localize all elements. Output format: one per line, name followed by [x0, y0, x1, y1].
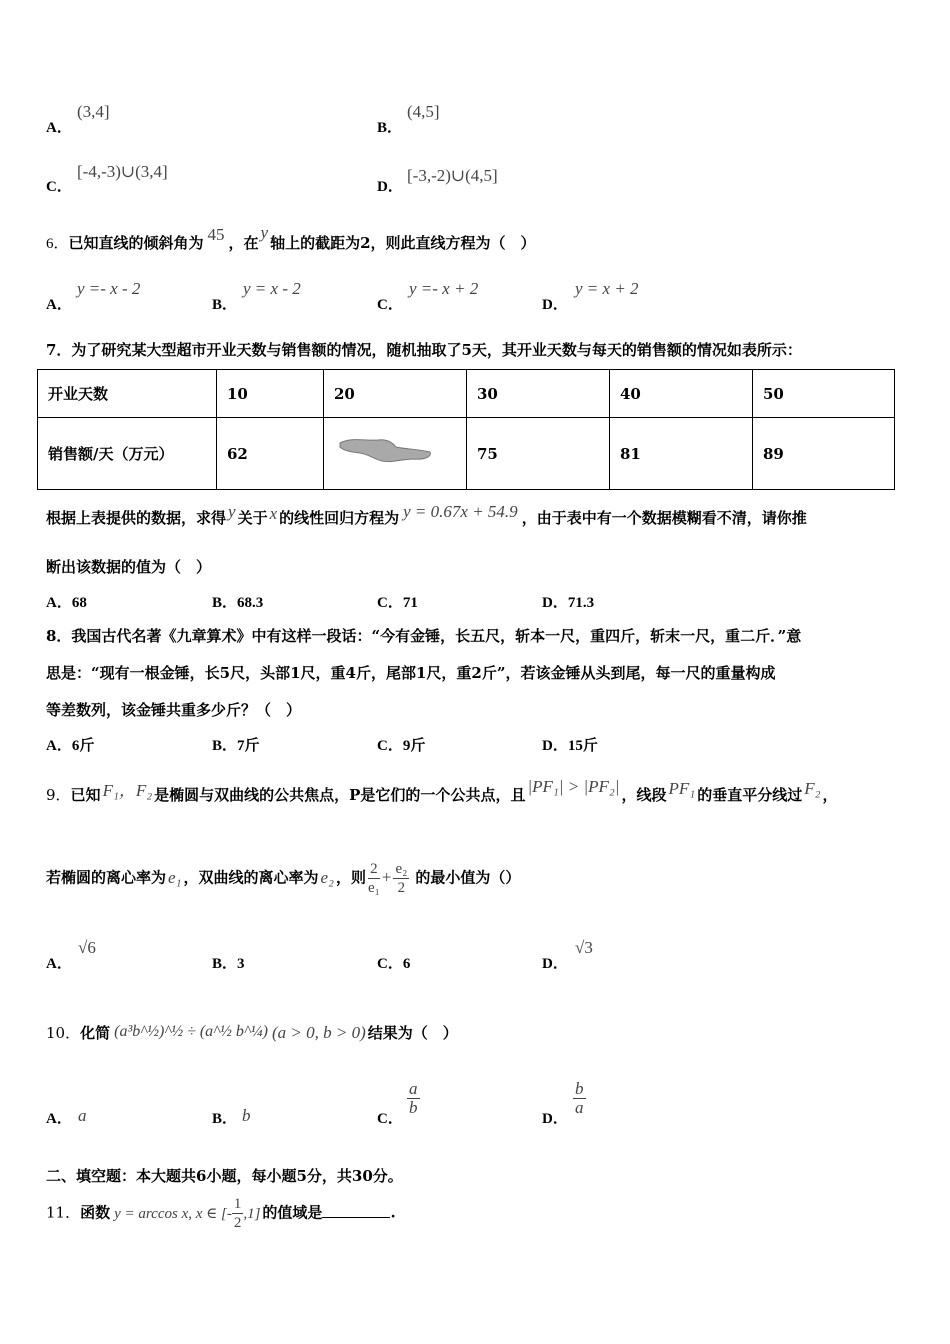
q8-option-a: A．6斤 [46, 738, 95, 754]
table-cell: 40 [610, 370, 753, 418]
q5-option-d-label: D． [377, 179, 403, 195]
q9-stem-line-2 [46, 860, 520, 897]
q6-option-c-label: C． [377, 297, 403, 313]
q8-option-c: C．9斤 [377, 738, 426, 754]
q10-condition: (a > 0, b > 0) [272, 1023, 366, 1042]
q9-segment: PF₁ [668, 779, 696, 798]
fraction-numerator: a [409, 1079, 418, 1098]
q10-option-c-label: C． [377, 1111, 403, 1127]
q9-option-c: C．6 [377, 956, 411, 972]
q6-option-b-value: y = x - 2 [243, 279, 301, 298]
q5-option-b-label: B． [377, 120, 403, 136]
q7-regression-line [46, 502, 807, 528]
q7-option-d: D．71.3 [542, 595, 595, 611]
q9-text-4: 的垂直平分线过 [697, 786, 803, 804]
q10-stem [46, 1022, 458, 1043]
q6-option-a-label: A． [46, 297, 72, 313]
fraction-numerator: b [575, 1079, 584, 1098]
q10-number: 10． [46, 1024, 81, 1042]
fraction-denominator: a [575, 1098, 584, 1117]
section-2-heading: 二、填空题：本大题共6小题，每小题5分，共30分。 [46, 1167, 403, 1185]
q7-question: 断出该数据的值为（ ） [46, 558, 212, 576]
q7-var-y: y [228, 502, 236, 521]
q11-text-2: 的值域是 [262, 1203, 323, 1222]
q7-data-table [37, 369, 895, 490]
table-row [38, 418, 895, 490]
fraction-numerator: 1 [233, 1196, 242, 1212]
q7-option-b: B．68.3 [212, 595, 264, 611]
table-cell: 75 [467, 418, 610, 490]
q6-text-3: 轴上的截距为2，则此直线方程为（ ） [270, 234, 536, 252]
q7-option-c: C．71 [377, 595, 418, 611]
table-cell: 20 [324, 370, 467, 418]
q9-foci: F₁，F₂ [102, 781, 153, 800]
table-cell: 62 [217, 418, 324, 490]
q9-fraction-2 [393, 860, 409, 897]
table-cell: 10 [217, 370, 324, 418]
q11-answer-blank[interactable] [322, 1217, 390, 1218]
table-cell: 30 [467, 370, 610, 418]
q9-condition: |PF₁| > |PF₂| [527, 777, 620, 796]
q9-option-d-value: √3 [575, 938, 593, 957]
q9-option-d-label: D． [542, 956, 568, 972]
q11-text-1: 函数 [80, 1203, 111, 1222]
q6-axis: y [260, 223, 269, 242]
q9-fraction-1 [368, 860, 380, 897]
q9-text-2: 是椭圆与双曲线的公共焦点，P是它们的一个公共点，且 [154, 786, 526, 804]
q9-plus: + [381, 867, 392, 887]
q10-option-d-label: D． [542, 1111, 568, 1127]
q10-option-b-label: B． [212, 1111, 238, 1127]
q8-line-2: 思是：“现有一根金锤，长5尺，头部1尺，重4斤，尾部1尺，重2斤”，若该金锤从头到尾，每一尺的重量构成 [46, 664, 776, 682]
table-row [38, 370, 895, 418]
q10-option-b-value: b [242, 1106, 251, 1125]
q7-stem: 7．为了研究某大型超市开业天数与销售额的情况，随机抽取了5天，其开业天数与每天的销售额的情况如表所示： [46, 341, 802, 359]
table-cell-blurred [324, 418, 467, 490]
fraction-denominator: 2 [233, 1215, 242, 1231]
fraction-denominator: b [409, 1098, 418, 1117]
q6-option-b-label: B． [212, 297, 238, 313]
q6-option-d-value: y = x + 2 [575, 279, 639, 298]
q7-option-a: A．68 [46, 595, 87, 611]
q9-text-5: ， [822, 786, 838, 804]
table-cell: 50 [753, 370, 895, 418]
q11-stem [46, 1195, 396, 1232]
q7-equation: y = 0.67x + 54.9 [403, 502, 518, 521]
q5-option-a-label: A． [46, 120, 72, 136]
q6-text-2: ，在 [228, 234, 259, 252]
q5-option-b-value: (4,5] [407, 102, 440, 121]
fraction-denominator: e₁ [367, 880, 380, 896]
q9-text-7: ，双曲线的离心率为 [183, 868, 319, 887]
q5-option-d-value: [-3,-2)∪(4,5] [407, 166, 498, 185]
q9-text-8: ，则 [335, 868, 366, 887]
q11-number: 11． [46, 1203, 81, 1222]
fraction-numerator: 2 [368, 860, 380, 879]
table-cell: 89 [753, 418, 895, 490]
q11-text-3: . [390, 1203, 396, 1222]
q9-e1: e₁ [168, 867, 182, 887]
table-cell: 开业天数 [38, 370, 217, 418]
q10-text-2: 结果为（ ） [367, 1024, 458, 1042]
q6-angle: 45 [207, 225, 225, 244]
fraction-denominator: 2 [397, 880, 406, 896]
q6-text-1: 已知直线的倾斜角为 [68, 234, 204, 252]
q9-e2: e₂ [320, 867, 334, 887]
fraction-numerator: e₂ [395, 861, 408, 877]
q6-option-d-label: D． [542, 297, 568, 313]
q6-stem [46, 223, 536, 253]
q9-option-a-value: √6 [78, 938, 96, 957]
q7-text-4: ，由于表中有一个数据模糊看不清，请你推 [521, 509, 807, 527]
q8-line-1: 8．我国古代名著《九章算术》中有这样一段话：“今有金锤，长五尺，斩本一尺，重四斤，斩末一尺，重二斤．”意 [46, 627, 802, 645]
blurred-data-smudge [334, 435, 434, 469]
q9-number: 9． [46, 786, 71, 804]
q11-function-end: ,1] [243, 1205, 261, 1222]
q7-text-2: 关于 [237, 509, 268, 527]
table-cell: 81 [610, 418, 753, 490]
q7-text-3: 的线性回归方程为 [279, 509, 400, 527]
q9-text-6: 若椭圆的离心率为 [46, 868, 167, 887]
table-cell: 销售额/天（万元） [38, 418, 217, 490]
q9-option-a-label: A． [46, 956, 72, 972]
q8-line-3: 等差数列，该金锤共重多少斤？（ ） [46, 701, 302, 719]
q9-focus-f2: F₂ [804, 779, 821, 798]
q8-option-d: D．15斤 [542, 738, 598, 754]
q10-expression: (a³b^½)^½ ÷ (a^½ b^¼) [114, 1023, 268, 1040]
q9-text-3: ，线段 [621, 786, 667, 804]
q10-option-c-fraction [407, 1080, 420, 1117]
q6-option-a-value: y =- x - 2 [77, 279, 141, 298]
q10-option-a-value: a [78, 1106, 87, 1125]
q9-option-b: B．3 [212, 956, 245, 972]
q7-text-1: 根据上表提供的数据，求得 [46, 509, 227, 527]
q9-text-9: 的最小值为（） [415, 868, 521, 887]
q10-option-a-label: A． [46, 1111, 72, 1127]
q9-stem-line-1 [46, 777, 838, 805]
q6-number: 6． [46, 236, 69, 252]
q5-option-c-label: C． [46, 179, 72, 195]
q6-option-c-value: y =- x + 2 [409, 279, 479, 298]
q11-fraction [232, 1195, 244, 1232]
q10-option-d-fraction [573, 1080, 586, 1117]
q9-text-1: 已知 [70, 786, 101, 804]
q11-function: y = arccos x, x ∈ [- [114, 1205, 232, 1222]
q5-option-c-value: [-4,-3)∪(3,4] [77, 162, 168, 181]
q10-text-1: 化简 [80, 1024, 111, 1042]
q8-option-b: B．7斤 [212, 738, 260, 754]
q7-var-x: x [269, 504, 278, 523]
q5-option-a-value: (3,4] [77, 102, 110, 121]
